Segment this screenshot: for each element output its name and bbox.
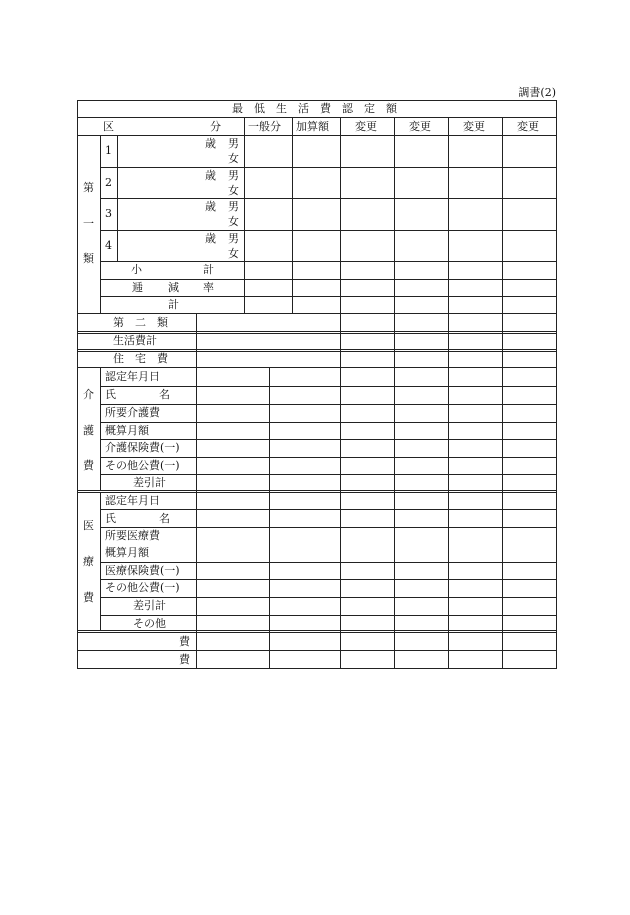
- header-change-1: 変更: [355, 120, 377, 133]
- kaigo-sashihiki-label: 差引計: [133, 476, 166, 489]
- header-ippanbun: 一般分: [248, 120, 281, 133]
- teigenritsu-label-a: 逓: [132, 281, 143, 294]
- member-age-suffix: 歳: [205, 169, 216, 182]
- header-change-2: 変更: [409, 120, 431, 133]
- minimum-living-cost-table: [77, 100, 557, 669]
- iryo-gaisan-label: 概算月額: [105, 546, 149, 559]
- member-no: 4: [105, 239, 112, 252]
- header-change-3: 変更: [463, 120, 485, 133]
- iryo-shimei-label-a: 氏: [105, 512, 116, 525]
- group-kaigo-char: 介: [83, 388, 94, 401]
- page-reference: 調書(2): [518, 86, 556, 99]
- group-kaigo-char: 費: [83, 459, 94, 472]
- iryo-sashihiki-label: 差引計: [133, 599, 166, 612]
- header-change-4: 変更: [517, 120, 539, 133]
- kaigo-shoyo-label: 所要介護費: [105, 406, 160, 419]
- kaigo-hokenryo-label: 介護保険費(一): [105, 441, 180, 454]
- kaigo-shimei-label-b: 名: [159, 388, 170, 401]
- member-female: 女: [228, 152, 239, 165]
- teigenritsu-label-c: 率: [203, 281, 214, 294]
- member-no: 2: [105, 176, 112, 189]
- member-female: 女: [228, 247, 239, 260]
- group-kaigo-char: 護: [83, 424, 94, 437]
- member-male: 男: [228, 137, 239, 150]
- header-ku: 区: [103, 120, 114, 133]
- member-female: 女: [228, 184, 239, 197]
- shokei-label-b: 計: [203, 263, 214, 276]
- iryo-shoyo-label: 所要医療費: [105, 529, 160, 542]
- iryo-sonota-label: その他: [133, 617, 166, 630]
- dai2-label: 第 二 類: [113, 316, 168, 329]
- table-title: 最 低 生 活 費 認 定 額: [232, 102, 397, 115]
- iryo-shimei-label-b: 名: [159, 512, 170, 525]
- group-iryo-char: 療: [83, 555, 94, 568]
- teigenritsu-label-b: 減: [168, 281, 179, 294]
- footer-hi-label-2: 費: [179, 653, 190, 666]
- member-male: 男: [228, 232, 239, 245]
- header-kasangaku: 加算額: [296, 120, 329, 133]
- member-no: 3: [105, 207, 112, 220]
- seikatsuhi-kei-label: 生活費計: [113, 334, 157, 347]
- kei-label: 計: [168, 298, 179, 311]
- iryo-hokenryo-label: 医療保険費(一): [105, 564, 180, 577]
- member-age-suffix: 歳: [205, 232, 216, 245]
- member-no: 1: [105, 144, 112, 157]
- member-age-suffix: 歳: [205, 137, 216, 150]
- header-bun: 分: [210, 120, 221, 133]
- group-iryo-char: 医: [83, 519, 94, 532]
- kaigo-nintei-label: 認定年月日: [105, 370, 160, 383]
- member-male: 男: [228, 200, 239, 213]
- shokei-label-a: 小: [131, 263, 142, 276]
- group-iryo-char: 費: [83, 591, 94, 604]
- iryo-sonota-kohi-label: その他公費(一): [105, 581, 180, 594]
- member-female: 女: [228, 215, 239, 228]
- iryo-nintei-label: 認定年月日: [105, 494, 160, 507]
- kaigo-sonota-kohi-label: その他公費(一): [105, 459, 180, 472]
- group-dai1-char: 類: [83, 252, 94, 265]
- kaigo-shimei-label-a: 氏: [105, 388, 116, 401]
- member-male: 男: [228, 169, 239, 182]
- jutakuhi-label: 住 宅 費: [113, 352, 168, 365]
- member-age-suffix: 歳: [205, 200, 216, 213]
- kaigo-gaisan-label: 概算月額: [105, 424, 149, 437]
- footer-hi-label-1: 費: [179, 635, 190, 648]
- group-dai1-char: 一: [83, 217, 94, 230]
- group-dai1-char: 第: [83, 181, 94, 194]
